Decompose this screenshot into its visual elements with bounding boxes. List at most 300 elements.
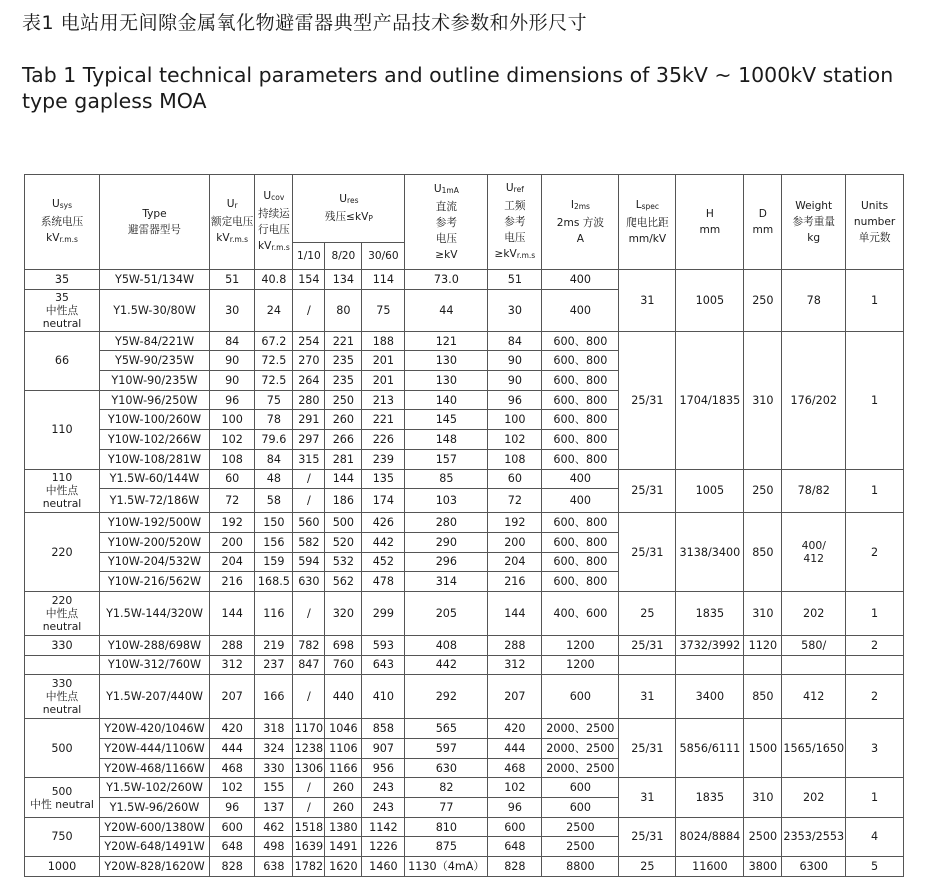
ures-30-60-cell: 478 xyxy=(362,572,405,592)
ucov-cell: 84 xyxy=(255,449,293,469)
i2ms-cell: 600、800 xyxy=(542,532,619,552)
lspec-cell: 25/31 xyxy=(619,635,676,655)
type-cell: Y10W-192/500W xyxy=(100,513,210,533)
type-cell: Y1.5W-102/260W xyxy=(100,778,210,798)
ures-1-10-cell: 291 xyxy=(293,410,325,430)
ures-1-10-cell: 1518 xyxy=(293,817,325,837)
ures-30-60-cell: 239 xyxy=(362,449,405,469)
type-cell: Y20W-600/1380W xyxy=(100,817,210,837)
uref-cell: 84 xyxy=(488,331,542,351)
ures-8-20-cell: 1166 xyxy=(325,758,362,778)
weight-cell: 202 xyxy=(782,778,846,817)
ures-30-60-cell: 201 xyxy=(362,351,405,371)
lspec-cell: 25/31 xyxy=(619,817,676,856)
ures-1-10-cell: / xyxy=(293,289,325,331)
type-cell: Y10W-102/266W xyxy=(100,430,210,450)
u1ma-cell: 77 xyxy=(405,798,488,818)
uref-cell: 216 xyxy=(488,572,542,592)
ures-8-20-cell: 1046 xyxy=(325,719,362,739)
units-cell-empty xyxy=(846,655,904,675)
usys-cell: 110 xyxy=(25,390,100,469)
lspec-cell-empty xyxy=(619,655,676,675)
ur-cell: 90 xyxy=(210,371,255,391)
ures-30-60-cell: 135 xyxy=(362,469,405,489)
uref-cell: 600 xyxy=(488,817,542,837)
ures-30-60-cell: 243 xyxy=(362,798,405,818)
lspec-cell: 25/31 xyxy=(619,331,676,469)
table-row xyxy=(25,675,904,719)
ur-cell: 51 xyxy=(210,270,255,290)
weight-cell: 78 xyxy=(782,270,846,332)
i2ms-cell: 2500 xyxy=(542,817,619,837)
ur-cell: 102 xyxy=(210,778,255,798)
units-cell: 3 xyxy=(846,719,904,778)
u1ma-cell: 810 xyxy=(405,817,488,837)
u1ma-cell: 1130（4mA） xyxy=(405,857,488,877)
ures-1-10-cell: 582 xyxy=(293,532,325,552)
ures-8-20-cell: 1106 xyxy=(325,739,362,759)
uref-cell: 72 xyxy=(488,489,542,513)
h-cell: 1005 xyxy=(676,469,744,513)
ures-1-10-cell: / xyxy=(293,675,325,719)
lspec-cell: 31 xyxy=(619,778,676,817)
uref-cell: 96 xyxy=(488,390,542,410)
d-cell: 1120 xyxy=(744,635,782,655)
ures-1-10-cell: 630 xyxy=(293,572,325,592)
i2ms-cell: 600、800 xyxy=(542,331,619,351)
ucov-cell: 462 xyxy=(255,817,293,837)
weight-cell: 6300 xyxy=(782,857,846,877)
technical-parameters-table xyxy=(24,174,904,877)
weight-cell: 78/82 xyxy=(782,469,846,513)
units-cell: 2 xyxy=(846,675,904,719)
table-row xyxy=(25,817,904,837)
i2ms-cell: 600 xyxy=(542,798,619,818)
d-cell: 2500 xyxy=(744,817,782,856)
h-cell: 8024/8884 xyxy=(676,817,744,856)
u1ma-cell: 130 xyxy=(405,351,488,371)
lspec-cell: 25/31 xyxy=(619,719,676,778)
type-cell: Y10W-200/520W xyxy=(100,532,210,552)
table-row xyxy=(25,857,904,877)
uref-cell: 444 xyxy=(488,739,542,759)
ures-1-10-cell: 1306 xyxy=(293,758,325,778)
ucov-cell: 498 xyxy=(255,837,293,857)
i2ms-cell: 600、800 xyxy=(542,371,619,391)
ucov-cell: 48 xyxy=(255,469,293,489)
uref-cell: 102 xyxy=(488,430,542,450)
uref-cell: 312 xyxy=(488,655,542,675)
i2ms-cell: 2500 xyxy=(542,837,619,857)
u1ma-cell: 44 xyxy=(405,289,488,331)
u1ma-cell: 121 xyxy=(405,331,488,351)
ur-cell: 60 xyxy=(210,469,255,489)
lspec-cell: 31 xyxy=(619,675,676,719)
type-cell: Y20W-420/1046W xyxy=(100,719,210,739)
uref-cell: 96 xyxy=(488,798,542,818)
ur-cell: 216 xyxy=(210,572,255,592)
ures-30-60-cell: 593 xyxy=(362,635,405,655)
ures-1-10-cell: 1639 xyxy=(293,837,325,857)
i2ms-cell: 600、800 xyxy=(542,572,619,592)
weight-cell: 580/ xyxy=(782,635,846,655)
i2ms-cell: 400 xyxy=(542,489,619,513)
ur-cell: 648 xyxy=(210,837,255,857)
ures-30-60-cell: 1142 xyxy=(362,817,405,837)
ures-1-10-cell: / xyxy=(293,798,325,818)
weight-cell: 400/ 412 xyxy=(782,513,846,592)
u1ma-cell: 280 xyxy=(405,513,488,533)
ures-30-60-cell: 907 xyxy=(362,739,405,759)
i2ms-cell: 600、800 xyxy=(542,430,619,450)
h-cell: 5856/6111 xyxy=(676,719,744,778)
ures-1-10-cell: 154 xyxy=(293,270,325,290)
d-cell: 250 xyxy=(744,469,782,513)
usys-cell: 500 xyxy=(25,719,100,778)
ucov-cell: 330 xyxy=(255,758,293,778)
units-cell: 1 xyxy=(846,270,904,332)
table-row xyxy=(25,635,904,655)
weight-cell: 412 xyxy=(782,675,846,719)
ur-cell: 288 xyxy=(210,635,255,655)
ucov-cell: 166 xyxy=(255,675,293,719)
ucov-cell: 79.6 xyxy=(255,430,293,450)
ucov-cell: 156 xyxy=(255,532,293,552)
table-title-english: Tab 1 Typical technical parameters and outline dimensions of 35kV ~ 1000kV station type gapless MOA xyxy=(22,63,894,113)
ures-1-10-cell: 594 xyxy=(293,552,325,572)
ucov-cell: 159 xyxy=(255,552,293,572)
ucov-cell: 324 xyxy=(255,739,293,759)
header-ures-8-20: 8/20 xyxy=(325,243,362,270)
ucov-cell: 219 xyxy=(255,635,293,655)
ures-8-20-cell: 134 xyxy=(325,270,362,290)
u1ma-cell: 140 xyxy=(405,390,488,410)
table-row xyxy=(25,591,904,635)
i2ms-cell: 600、800 xyxy=(542,410,619,430)
ucov-cell: 150 xyxy=(255,513,293,533)
units-cell: 1 xyxy=(846,469,904,513)
ucov-cell: 72.5 xyxy=(255,371,293,391)
i2ms-cell: 2000、2500 xyxy=(542,719,619,739)
ures-1-10-cell: 297 xyxy=(293,430,325,450)
h-cell: 1835 xyxy=(676,778,744,817)
ures-30-60-cell: 114 xyxy=(362,270,405,290)
type-cell: Y10W-108/281W xyxy=(100,449,210,469)
ures-8-20-cell: 260 xyxy=(325,778,362,798)
units-cell: 2 xyxy=(846,513,904,592)
d-cell: 310 xyxy=(744,331,782,469)
ur-cell: 84 xyxy=(210,331,255,351)
uref-cell: 192 xyxy=(488,513,542,533)
type-cell: Y1.5W-60/144W xyxy=(100,469,210,489)
type-cell: Y10W-216/562W xyxy=(100,572,210,592)
table-row xyxy=(25,469,904,489)
u1ma-cell: 85 xyxy=(405,469,488,489)
ures-8-20-cell: 80 xyxy=(325,289,362,331)
ur-cell: 192 xyxy=(210,513,255,533)
ures-30-60-cell: 643 xyxy=(362,655,405,675)
usys-cell-empty xyxy=(25,655,100,675)
u1ma-cell: 82 xyxy=(405,778,488,798)
h-cell: 3732/3992 xyxy=(676,635,744,655)
ucov-cell: 318 xyxy=(255,719,293,739)
ures-8-20-cell: 1620 xyxy=(325,857,362,877)
i2ms-cell: 400 xyxy=(542,289,619,331)
ur-cell: 420 xyxy=(210,719,255,739)
uref-cell: 102 xyxy=(488,778,542,798)
ures-8-20-cell: 1491 xyxy=(325,837,362,857)
header-i2ms: I2ms 2ms 方波 A xyxy=(542,175,619,270)
type-cell: Y5W-90/235W xyxy=(100,351,210,371)
ures-8-20-cell: 221 xyxy=(325,331,362,351)
units-cell: 2 xyxy=(846,635,904,655)
lspec-cell: 25 xyxy=(619,857,676,877)
type-cell: Y20W-444/1106W xyxy=(100,739,210,759)
uref-cell: 468 xyxy=(488,758,542,778)
ures-8-20-cell: 186 xyxy=(325,489,362,513)
uref-cell: 288 xyxy=(488,635,542,655)
units-cell: 5 xyxy=(846,857,904,877)
u1ma-cell: 73.0 xyxy=(405,270,488,290)
header-uref: Uref 工频 参考 电压 ≥kVr.m.s xyxy=(488,175,542,270)
ures-8-20-cell: 562 xyxy=(325,572,362,592)
ures-1-10-cell: 1238 xyxy=(293,739,325,759)
ucov-cell: 67.2 xyxy=(255,331,293,351)
uref-cell: 204 xyxy=(488,552,542,572)
usys-cell: 35 中性点 neutral xyxy=(25,289,100,331)
ures-1-10-cell: 847 xyxy=(293,655,325,675)
table-title-chinese: 表1 电站用无间隙金属氧化物避雷器典型产品技术参数和外形尺寸 xyxy=(22,12,588,34)
uref-cell: 108 xyxy=(488,449,542,469)
u1ma-cell: 145 xyxy=(405,410,488,430)
ur-cell: 96 xyxy=(210,390,255,410)
uref-cell: 144 xyxy=(488,591,542,635)
h-cell: 3138/3400 xyxy=(676,513,744,592)
units-cell: 4 xyxy=(846,817,904,856)
ures-8-20-cell: 760 xyxy=(325,655,362,675)
ures-1-10-cell: 1782 xyxy=(293,857,325,877)
ures-30-60-cell: 452 xyxy=(362,552,405,572)
ures-8-20-cell: 260 xyxy=(325,798,362,818)
ures-30-60-cell: 1460 xyxy=(362,857,405,877)
i2ms-cell: 8800 xyxy=(542,857,619,877)
header-h: H mm xyxy=(676,175,744,270)
i2ms-cell: 400 xyxy=(542,270,619,290)
lspec-cell: 25/31 xyxy=(619,469,676,513)
ures-1-10-cell: 270 xyxy=(293,351,325,371)
usys-cell: 66 xyxy=(25,331,100,390)
ures-8-20-cell: 250 xyxy=(325,390,362,410)
header-u1ma: U1mA 直流 参考 电压 ≥kV xyxy=(405,175,488,270)
ures-30-60-cell: 410 xyxy=(362,675,405,719)
type-cell: Y20W-648/1491W xyxy=(100,837,210,857)
type-cell: Y10W-204/532W xyxy=(100,552,210,572)
table-row xyxy=(25,513,904,533)
i2ms-cell: 600、800 xyxy=(542,449,619,469)
ures-1-10-cell: / xyxy=(293,778,325,798)
ucov-cell: 168.5 xyxy=(255,572,293,592)
i2ms-cell: 1200 xyxy=(542,655,619,675)
usys-cell: 220 中性点 neutral xyxy=(25,591,100,635)
ur-cell: 444 xyxy=(210,739,255,759)
uref-cell: 420 xyxy=(488,719,542,739)
type-cell: Y5W-51/134W xyxy=(100,270,210,290)
u1ma-cell: 205 xyxy=(405,591,488,635)
uref-cell: 200 xyxy=(488,532,542,552)
h-cell: 1835 xyxy=(676,591,744,635)
d-cell: 310 xyxy=(744,778,782,817)
u1ma-cell: 296 xyxy=(405,552,488,572)
lspec-cell: 25 xyxy=(619,591,676,635)
ur-cell: 96 xyxy=(210,798,255,818)
u1ma-cell: 442 xyxy=(405,655,488,675)
ur-cell: 828 xyxy=(210,857,255,877)
ures-30-60-cell: 201 xyxy=(362,371,405,391)
ures-8-20-cell: 320 xyxy=(325,591,362,635)
table-row xyxy=(25,655,904,675)
lspec-cell: 25/31 xyxy=(619,513,676,592)
type-cell: Y1.5W-72/186W xyxy=(100,489,210,513)
header-units: Units number 单元数 xyxy=(846,175,904,270)
usys-cell: 220 xyxy=(25,513,100,592)
ucov-cell: 116 xyxy=(255,591,293,635)
uref-cell: 100 xyxy=(488,410,542,430)
ures-1-10-cell: 782 xyxy=(293,635,325,655)
header-lspec: Lspec 爬电比距 mm/kV xyxy=(619,175,676,270)
weight-cell-empty xyxy=(782,655,846,675)
header-d: D mm xyxy=(744,175,782,270)
u1ma-cell: 408 xyxy=(405,635,488,655)
table-row xyxy=(25,270,904,290)
type-cell: Y1.5W-207/440W xyxy=(100,675,210,719)
type-cell: Y20W-828/1620W xyxy=(100,857,210,877)
ucov-cell: 24 xyxy=(255,289,293,331)
ures-30-60-cell: 188 xyxy=(362,331,405,351)
u1ma-cell: 630 xyxy=(405,758,488,778)
usys-cell: 110 中性点 neutral xyxy=(25,469,100,513)
u1ma-cell: 292 xyxy=(405,675,488,719)
ures-30-60-cell: 174 xyxy=(362,489,405,513)
d-cell: 850 xyxy=(744,513,782,592)
ures-1-10-cell: / xyxy=(293,591,325,635)
ures-1-10-cell: 1170 xyxy=(293,719,325,739)
ures-8-20-cell: 698 xyxy=(325,635,362,655)
u1ma-cell: 130 xyxy=(405,371,488,391)
ur-cell: 102 xyxy=(210,430,255,450)
type-cell: Y1.5W-30/80W xyxy=(100,289,210,331)
u1ma-cell: 597 xyxy=(405,739,488,759)
weight-cell: 1565/1650 xyxy=(782,719,846,778)
ures-8-20-cell: 500 xyxy=(325,513,362,533)
h-cell: 1704/1835 xyxy=(676,331,744,469)
i2ms-cell: 600、800 xyxy=(542,351,619,371)
h-cell: 11600 xyxy=(676,857,744,877)
u1ma-cell: 148 xyxy=(405,430,488,450)
type-cell: Y10W-312/760W xyxy=(100,655,210,675)
uref-cell: 90 xyxy=(488,371,542,391)
ures-8-20-cell: 520 xyxy=(325,532,362,552)
ures-30-60-cell: 956 xyxy=(362,758,405,778)
d-cell: 850 xyxy=(744,675,782,719)
i2ms-cell: 2000、2500 xyxy=(542,758,619,778)
units-cell: 1 xyxy=(846,331,904,469)
u1ma-cell: 314 xyxy=(405,572,488,592)
header-row xyxy=(25,175,904,243)
weight-cell: 202 xyxy=(782,591,846,635)
ures-1-10-cell: 280 xyxy=(293,390,325,410)
u1ma-cell: 565 xyxy=(405,719,488,739)
ur-cell: 30 xyxy=(210,289,255,331)
ur-cell: 200 xyxy=(210,532,255,552)
ucov-cell: 155 xyxy=(255,778,293,798)
h-cell: 1005 xyxy=(676,270,744,332)
ures-30-60-cell: 226 xyxy=(362,430,405,450)
d-cell: 3800 xyxy=(744,857,782,877)
ures-30-60-cell: 221 xyxy=(362,410,405,430)
header-weight: Weight 参考重量 kg xyxy=(782,175,846,270)
header-ures-1-10: 1/10 xyxy=(293,243,325,270)
usys-cell: 1000 xyxy=(25,857,100,877)
ures-30-60-cell: 299 xyxy=(362,591,405,635)
ucov-cell: 137 xyxy=(255,798,293,818)
type-cell: Y10W-90/235W xyxy=(100,371,210,391)
ures-8-20-cell: 440 xyxy=(325,675,362,719)
ures-8-20-cell: 532 xyxy=(325,552,362,572)
ucov-cell: 237 xyxy=(255,655,293,675)
u1ma-cell: 290 xyxy=(405,532,488,552)
ur-cell: 90 xyxy=(210,351,255,371)
d-cell: 250 xyxy=(744,270,782,332)
i2ms-cell: 1200 xyxy=(542,635,619,655)
usys-cell: 35 xyxy=(25,270,100,290)
units-cell: 1 xyxy=(846,778,904,817)
ures-30-60-cell: 213 xyxy=(362,390,405,410)
ucov-cell: 75 xyxy=(255,390,293,410)
ur-cell: 108 xyxy=(210,449,255,469)
uref-cell: 828 xyxy=(488,857,542,877)
ures-30-60-cell: 75 xyxy=(362,289,405,331)
ur-cell: 72 xyxy=(210,489,255,513)
u1ma-cell: 875 xyxy=(405,837,488,857)
ucov-cell: 72.5 xyxy=(255,351,293,371)
header-ucov: Ucov 持续运 行电压 kVr.m.s xyxy=(255,175,293,270)
type-cell: Y1.5W-96/260W xyxy=(100,798,210,818)
ures-30-60-cell: 442 xyxy=(362,532,405,552)
ures-8-20-cell: 260 xyxy=(325,410,362,430)
uref-cell: 207 xyxy=(488,675,542,719)
i2ms-cell: 400、600 xyxy=(542,591,619,635)
ures-30-60-cell: 243 xyxy=(362,778,405,798)
ures-8-20-cell: 235 xyxy=(325,371,362,391)
ures-30-60-cell: 426 xyxy=(362,513,405,533)
table-row xyxy=(25,331,904,351)
ucov-cell: 638 xyxy=(255,857,293,877)
ures-1-10-cell: 264 xyxy=(293,371,325,391)
uref-cell: 60 xyxy=(488,469,542,489)
ur-cell: 312 xyxy=(210,655,255,675)
uref-cell: 648 xyxy=(488,837,542,857)
ures-30-60-cell: 1226 xyxy=(362,837,405,857)
ur-cell: 144 xyxy=(210,591,255,635)
i2ms-cell: 600 xyxy=(542,778,619,798)
usys-cell: 330 中性点 neutral xyxy=(25,675,100,719)
d-cell: 310 xyxy=(744,591,782,635)
ur-cell: 468 xyxy=(210,758,255,778)
ures-1-10-cell: 560 xyxy=(293,513,325,533)
header-usys: Usys 系统电压 kVr.m.s xyxy=(25,175,100,270)
type-cell: Y20W-468/1166W xyxy=(100,758,210,778)
ures-8-20-cell: 281 xyxy=(325,449,362,469)
